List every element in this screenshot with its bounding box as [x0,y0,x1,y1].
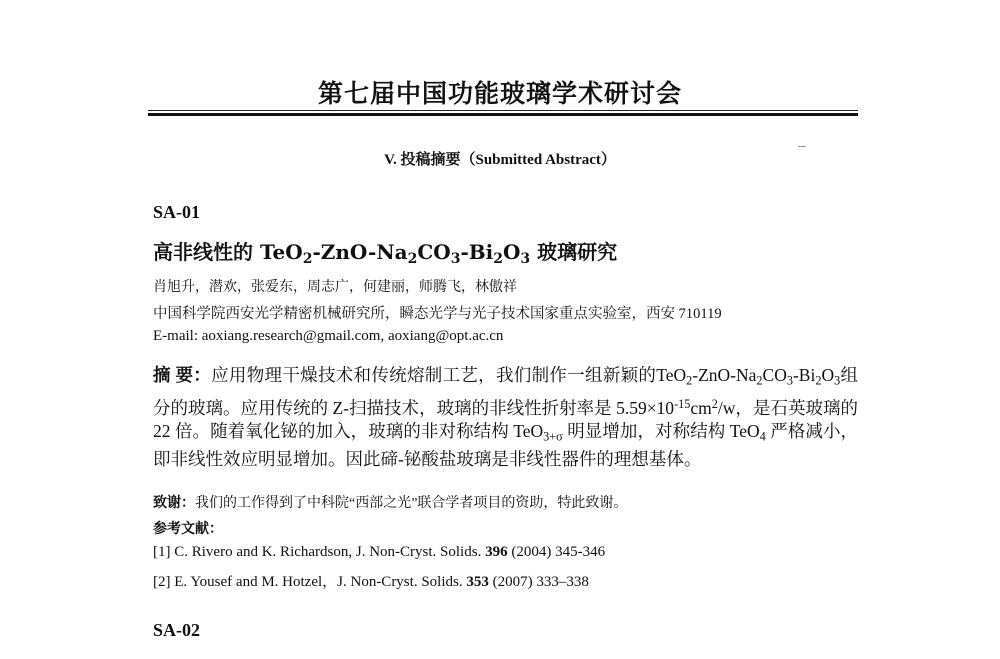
summary-label: 摘 要： [153,365,212,385]
header-rule-thick [148,113,858,116]
abstract-summary: 摘 要：应用物理干燥技术和传统熔制工艺，我们制作一组新颖的$TeO_2-ZnO-Na_2CO_3-Bi_2O_3$组分的玻璃。应用传统的 Z-扫描技术，玻璃的非线性折射率是 $5.59\times 10^{-15}cm^2/w$，是石英玻璃的 22 倍。随着氧化铋的加入，玻璃的非对称结构 TeO$_{3+\sigma}$ 明显增加，对称结构 TeO$_4$ 严格减小，即非线性效应明显增加。因此碲-铋酸盐玻璃是非线性器件的理想基体。 [153,365,859,470]
scan-mark [798,146,806,147]
abstract-id-2: SA-02 [153,620,201,640]
abstract-id: SA-01 [153,202,201,222]
title-prefix: 高非线性的 [153,240,260,264]
email: E-mail: aoxiang.research@gmail.com, aoxiang@opt.ac.cn [153,328,504,344]
authors: 肖旭升，潜欢，张爱东，周志广，何建丽，师腾飞，林傲祥 [153,280,517,295]
title-suffix: 玻璃研究 [530,240,618,264]
section-heading: V. 投稿摘要（Submitted Abstract） [384,152,616,168]
affiliation: 中国科学院西安光学精密机械研究所，瞬态光学与光子技术国家重点实验室，西安 710119 [153,306,722,322]
acknowledgement [153,492,858,512]
conference-title: 第七届中国功能玻璃学术研讨会 [317,79,682,108]
summary-formula: $TeO_2-ZnO-Na_2CO_3-Bi_2O_3$ [656,365,841,388]
ack-label: 致谢： [153,496,195,511]
reference-item: [1] C. Rivero and K. Richardson, J. Non-Cryst. Solids. 396 (2004) 345-346 [153,544,606,560]
reference-item: [2] E. Yousef and M. Hotzel，J. Non-Cryst. Solids. 353 (2007) 333–338 [153,574,589,590]
references-label: 参考文献： [153,522,223,537]
ack-text: 我们的工作得到了中科院“西部之光”联合学者项目的资助，特此致谢。 [195,496,628,511]
abstract-title [153,236,858,267]
title-formula: $TeO_2-ZnO-Na_2CO_3-Bi_2O_3$ [259,240,531,268]
header-rule-thin [148,110,858,111]
